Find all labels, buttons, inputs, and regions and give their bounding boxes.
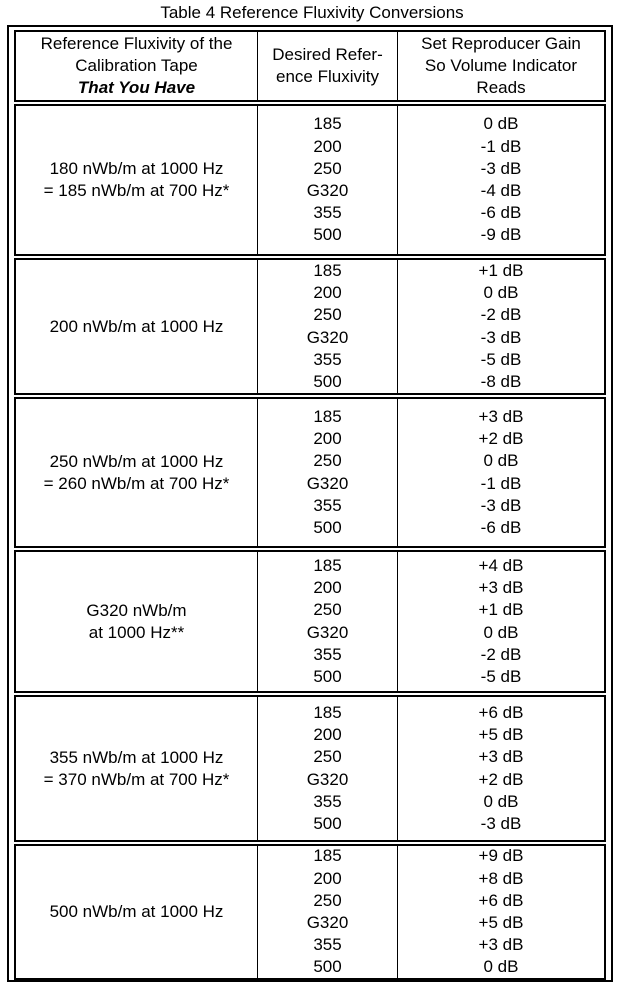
reference-fluxivity-line: 200 nWb/m at 1000 Hz bbox=[49, 316, 224, 336]
desired-fluxivity-value: 355 bbox=[313, 495, 342, 515]
reproducer-gain-value: -1 dB bbox=[480, 473, 522, 493]
desired-fluxivity-value: G320 bbox=[306, 473, 349, 493]
desired-fluxivity-value: 500 bbox=[313, 813, 342, 833]
reproducer-gain-value: -2 dB bbox=[480, 305, 522, 325]
reproducer-gain-value: +5 dB bbox=[478, 725, 524, 745]
reproducer-gain-cell bbox=[398, 552, 604, 691]
desired-fluxivity-value: 200 bbox=[313, 283, 342, 303]
desired-fluxivity-value: 200 bbox=[313, 578, 342, 598]
reproducer-gain-value: +3 dB bbox=[478, 935, 524, 955]
table-row-group bbox=[14, 695, 606, 842]
desired-fluxivity-list bbox=[307, 845, 349, 978]
reference-fluxivity-cell bbox=[16, 260, 257, 393]
table-header bbox=[14, 30, 606, 102]
desired-fluxivity-value: 250 bbox=[313, 600, 342, 620]
reference-fluxivity-line: = 370 nWb/m at 700 Hz* bbox=[43, 769, 230, 789]
reproducer-gain-list bbox=[479, 406, 524, 539]
header-text-line: Calibration Tape bbox=[75, 56, 198, 75]
reference-fluxivity-line: G320 nWb/m bbox=[86, 600, 187, 620]
reproducer-gain-value: +5 dB bbox=[478, 913, 524, 932]
desired-fluxivity-cell bbox=[258, 260, 397, 393]
header-text-line: Set Reproducer Gain bbox=[421, 34, 581, 53]
reference-fluxivity-cell bbox=[16, 552, 257, 691]
reproducer-gain-cell bbox=[398, 106, 604, 254]
reference-fluxivity-line: at 1000 Hz** bbox=[88, 622, 185, 642]
desired-fluxivity-value: G320 bbox=[306, 181, 349, 200]
reference-fluxivity-text bbox=[50, 316, 224, 338]
reproducer-gain-value: +6 dB bbox=[478, 702, 524, 722]
reproducer-gain-list bbox=[479, 555, 524, 688]
reproducer-gain-value: -1 dB bbox=[480, 136, 522, 156]
desired-fluxivity-value: 500 bbox=[313, 225, 342, 245]
reproducer-gain-value: 0 dB bbox=[483, 114, 519, 134]
desired-fluxivity-value: 355 bbox=[313, 644, 342, 664]
desired-fluxivity-value: 185 bbox=[313, 406, 342, 426]
desired-fluxivity-value: 500 bbox=[313, 371, 342, 391]
desired-fluxivity-list bbox=[307, 406, 349, 539]
reference-fluxivity-text bbox=[44, 451, 230, 495]
reproducer-gain-value: -3 dB bbox=[480, 158, 522, 178]
desired-fluxivity-list bbox=[307, 260, 349, 393]
desired-fluxivity-value: 250 bbox=[313, 451, 342, 471]
reproducer-gain-value: -5 dB bbox=[480, 349, 522, 369]
reproducer-gain-value: -6 dB bbox=[480, 203, 522, 223]
header-desired-fluxivity bbox=[258, 32, 397, 100]
desired-fluxivity-value: 500 bbox=[313, 517, 342, 537]
desired-fluxivity-cell bbox=[258, 552, 397, 691]
reproducer-gain-value: -3 dB bbox=[480, 327, 522, 347]
reproducer-gain-value: 0 dB bbox=[483, 791, 519, 811]
reproducer-gain-list bbox=[479, 845, 524, 978]
table-row-group bbox=[14, 550, 606, 693]
reproducer-gain-value: +3 dB bbox=[478, 747, 524, 767]
desired-fluxivity-value: 200 bbox=[313, 429, 342, 449]
reference-fluxivity-line: 500 nWb/m at 1000 Hz bbox=[49, 902, 224, 921]
desired-fluxivity-value: 200 bbox=[313, 136, 342, 156]
reproducer-gain-cell bbox=[398, 260, 604, 393]
reference-fluxivity-line: 355 nWb/m at 1000 Hz bbox=[49, 747, 224, 767]
reproducer-gain-value: +2 dB bbox=[478, 429, 524, 449]
desired-fluxivity-value: 250 bbox=[313, 747, 342, 767]
reproducer-gain-value: 0 dB bbox=[483, 451, 519, 471]
reference-fluxivity-text bbox=[86, 600, 186, 644]
table-row-group bbox=[14, 397, 606, 548]
desired-fluxivity-value: G320 bbox=[306, 622, 349, 642]
reference-fluxivity-text bbox=[44, 747, 230, 791]
reproducer-gain-value: -4 dB bbox=[480, 181, 522, 200]
desired-fluxivity-value: 355 bbox=[313, 349, 342, 369]
table-row-group bbox=[14, 258, 606, 395]
conversion-table bbox=[7, 25, 613, 982]
reproducer-gain-value: +1 dB bbox=[478, 600, 524, 620]
reproducer-gain-value: -9 dB bbox=[480, 225, 522, 245]
reproducer-gain-value: +9 dB bbox=[478, 846, 524, 866]
desired-fluxivity-value: 185 bbox=[313, 846, 342, 866]
header-reproducer-gain bbox=[398, 32, 604, 100]
reproducer-gain-list bbox=[481, 113, 522, 246]
desired-fluxivity-cell bbox=[258, 106, 397, 254]
desired-fluxivity-value: G320 bbox=[306, 327, 349, 347]
reference-fluxivity-text bbox=[50, 901, 224, 923]
header-emphasis-line: That You Have bbox=[77, 78, 196, 97]
header-text-line: ence Fluxivity bbox=[276, 67, 379, 86]
reference-fluxivity-text bbox=[44, 158, 230, 202]
reproducer-gain-value: -8 dB bbox=[480, 371, 522, 391]
reference-fluxivity-cell bbox=[16, 106, 257, 254]
reproducer-gain-value: +3 dB bbox=[478, 578, 524, 598]
reproducer-gain-cell bbox=[398, 697, 604, 840]
desired-fluxivity-value: 355 bbox=[313, 791, 342, 811]
reproducer-gain-value: +2 dB bbox=[478, 769, 524, 789]
reproducer-gain-value: 0 dB bbox=[483, 957, 519, 977]
desired-fluxivity-value: 500 bbox=[313, 666, 342, 686]
desired-fluxivity-cell bbox=[258, 697, 397, 840]
table-row-group bbox=[14, 844, 606, 980]
header-text-line: Desired Refer- bbox=[272, 45, 383, 64]
desired-fluxivity-value: G320 bbox=[306, 769, 349, 789]
desired-fluxivity-value: 185 bbox=[313, 114, 342, 134]
reproducer-gain-value: +8 dB bbox=[478, 868, 524, 888]
desired-fluxivity-list bbox=[307, 702, 349, 835]
reference-fluxivity-cell bbox=[16, 697, 257, 840]
desired-fluxivity-value: 500 bbox=[313, 957, 342, 977]
table-row-group bbox=[14, 104, 606, 256]
header-text-line: Reads bbox=[476, 78, 526, 97]
reproducer-gain-list bbox=[479, 260, 524, 393]
reference-fluxivity-line: 180 nWb/m at 1000 Hz bbox=[49, 159, 224, 178]
reference-fluxivity-cell bbox=[16, 846, 257, 978]
desired-fluxivity-value: 185 bbox=[313, 260, 342, 280]
reference-fluxivity-line: 250 nWb/m at 1000 Hz bbox=[49, 451, 224, 471]
reproducer-gain-value: -5 dB bbox=[480, 666, 522, 686]
desired-fluxivity-value: 250 bbox=[313, 890, 342, 910]
desired-fluxivity-value: 355 bbox=[313, 203, 342, 223]
reproducer-gain-value: +1 dB bbox=[478, 260, 524, 280]
reproducer-gain-cell bbox=[398, 846, 604, 978]
reproducer-gain-value: -3 dB bbox=[480, 495, 522, 515]
desired-fluxivity-value: 355 bbox=[313, 935, 342, 955]
desired-fluxivity-value: 185 bbox=[313, 555, 342, 575]
desired-fluxivity-value: 200 bbox=[313, 868, 342, 888]
reproducer-gain-value: -2 dB bbox=[480, 644, 522, 664]
header-reference-fluxivity bbox=[16, 32, 257, 100]
desired-fluxivity-value: 185 bbox=[313, 702, 342, 722]
desired-fluxivity-cell bbox=[258, 399, 397, 546]
reproducer-gain-value: +4 dB bbox=[478, 555, 524, 575]
desired-fluxivity-cell bbox=[258, 846, 397, 978]
reference-fluxivity-cell bbox=[16, 399, 257, 546]
reference-fluxivity-line: = 260 nWb/m at 700 Hz* bbox=[43, 473, 230, 493]
reproducer-gain-value: 0 dB bbox=[483, 283, 519, 303]
reproducer-gain-value: 0 dB bbox=[483, 622, 519, 642]
desired-fluxivity-value: 200 bbox=[313, 725, 342, 745]
reproducer-gain-list bbox=[479, 702, 524, 835]
table-title: Table 4 Reference Fluxivity Conversions bbox=[160, 3, 464, 22]
desired-fluxivity-value: 250 bbox=[313, 305, 342, 325]
header-text-line: Reference Fluxivity of the bbox=[40, 34, 233, 53]
reproducer-gain-value: +3 dB bbox=[478, 406, 524, 426]
desired-fluxivity-value: 250 bbox=[313, 158, 342, 178]
desired-fluxivity-list bbox=[307, 555, 349, 688]
reproducer-gain-value: -3 dB bbox=[480, 813, 522, 833]
reproducer-gain-cell bbox=[398, 399, 604, 546]
desired-fluxivity-value: G320 bbox=[306, 913, 349, 932]
desired-fluxivity-list bbox=[307, 113, 349, 246]
header-text-line: So Volume Indicator bbox=[424, 56, 578, 75]
reproducer-gain-value: +6 dB bbox=[478, 890, 524, 910]
reproducer-gain-value: -6 dB bbox=[480, 517, 522, 537]
reference-fluxivity-line: = 185 nWb/m at 700 Hz* bbox=[43, 181, 230, 200]
